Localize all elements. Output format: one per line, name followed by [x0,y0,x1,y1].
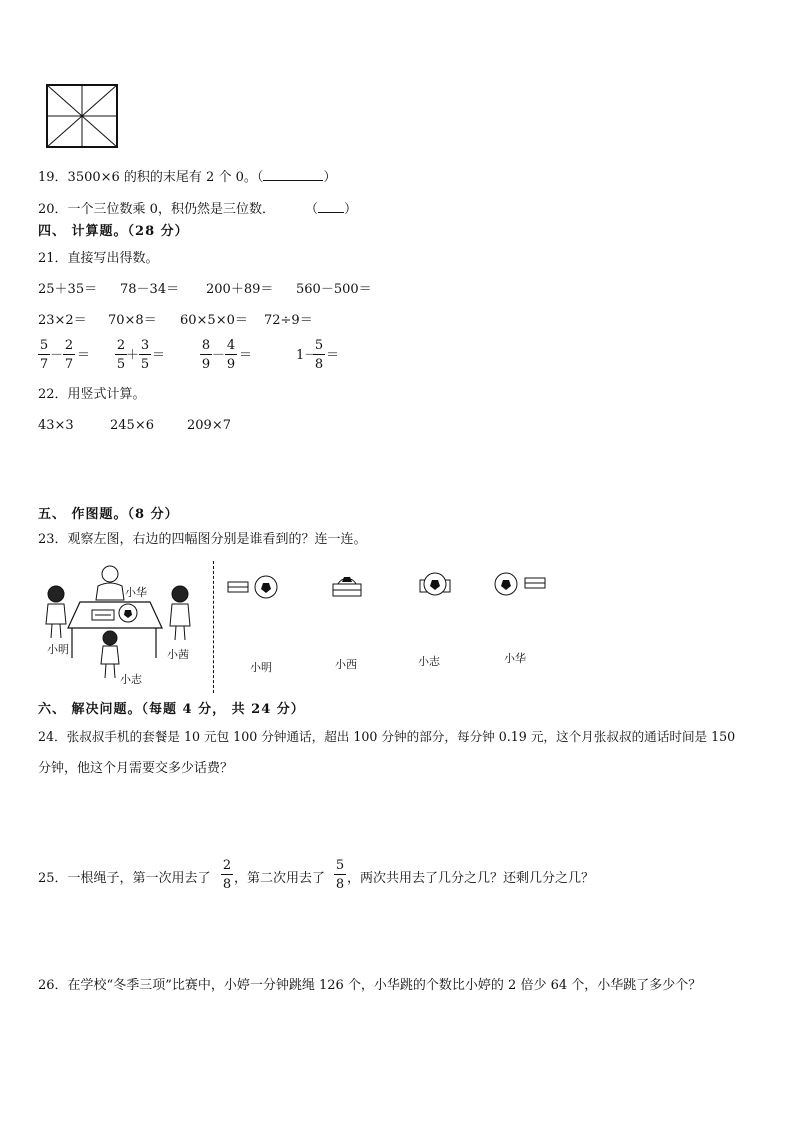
question-20-text: 20．一个三位数乘 0，积仍然是三位数． [38,202,275,217]
question-19: 19．3500×6 的积的末尾有 2 个 0。（ ） [38,170,337,185]
calc-row-1-item: 200＋89＝ [206,282,274,297]
question-25-part-2: ，第二次用去了 [234,871,326,886]
fraction: 2 8 [222,858,232,892]
vertical-calc-item: 245×6 [110,418,154,433]
fraction: 5 7 [39,338,49,372]
view-3-ball-in-front-of-box [418,570,452,600]
question-25-part-1: 25．一根绳子，第一次用去了 [38,871,211,886]
view-4-ball-and-box [493,570,549,600]
calc-row-1-item: 560－500＝ [296,282,372,297]
fraction: 8 9 [201,338,211,372]
question-21-title: 21．直接写出得数。 [38,251,159,266]
section-6-heading: 六、 解决问题。（每题 4 分， 共 24 分） [38,702,305,717]
fraction: 2 5 [116,338,126,372]
section-5-heading: 五、 作图题。（8 分） [38,507,179,522]
calc-row-2-item: 70×8＝ [108,313,157,328]
question-19-text: 19．3500×6 的积的末尾有 2 个 0。（ [38,170,264,185]
view-caption: 小西 [335,658,357,671]
question-24-line-1: 24．张叔叔手机的套餐是 10 元包 100 分钟通话，超出 100 分钟的部分，每分钟 0.19 元，这个月张叔叔的通话时间是 150 [38,729,736,744]
view-caption: 小志 [418,655,440,668]
vertical-calc-item: 209×7 [187,418,231,433]
section-4-heading: 四、 计算题。（28 分） [38,224,189,239]
fraction: 2 7 [64,338,74,372]
fraction: 3 5 [140,338,150,372]
question-24-line-2: 分钟，他这个月需要交多少话费？ [38,761,234,776]
view-caption: 小华 [504,652,526,665]
question-26: 26．在学校“冬季三项”比赛中，小婷一分钟跳绳 126 个，小华跳的个数比小婷的 2 倍少 64 个，小华跳了多少个？ [38,978,702,993]
calc-row-1-item: 25＋35＝ [38,282,98,297]
answer-blank-19[interactable] [263,168,323,181]
question-20: 20．一个三位数乘 0，积仍然是三位数． （ ） [38,202,357,217]
calc-row-1-item: 78－34＝ [120,282,180,297]
view-1-box-and-ball [226,572,282,602]
question-22-title: 22．用竖式计算。 [38,387,146,402]
square-division-figure [46,84,118,148]
answer-blank-20[interactable] [318,200,344,213]
question-23-title: 23．观察左图，右边的四幅图分别是谁看到的？连一连。 [38,532,367,547]
calc-row-2-item: 23×2＝ [38,313,87,328]
scene-label-bottom: 小志 [120,673,142,686]
scene-label-left: 小明 [47,643,69,656]
question-25-part-3: ，两次共用去了几分之几？还剩几分之几？ [347,871,595,886]
calc-row-2-item: 60×5×0＝ [180,313,248,328]
dashed-divider [213,561,214,693]
scene-label-top: 小华 [125,586,147,599]
fraction: 5 8 [335,858,345,892]
fraction: 5 8 [314,338,324,372]
view-caption: 小明 [250,661,272,674]
calc-row-2-item: 72÷9＝ [264,313,313,328]
fraction: 4 9 [226,338,236,372]
vertical-calc-item: 43×3 [38,418,74,433]
scene-label-right: 小茜 [167,648,189,661]
view-2-ball-behind-box [331,570,363,600]
